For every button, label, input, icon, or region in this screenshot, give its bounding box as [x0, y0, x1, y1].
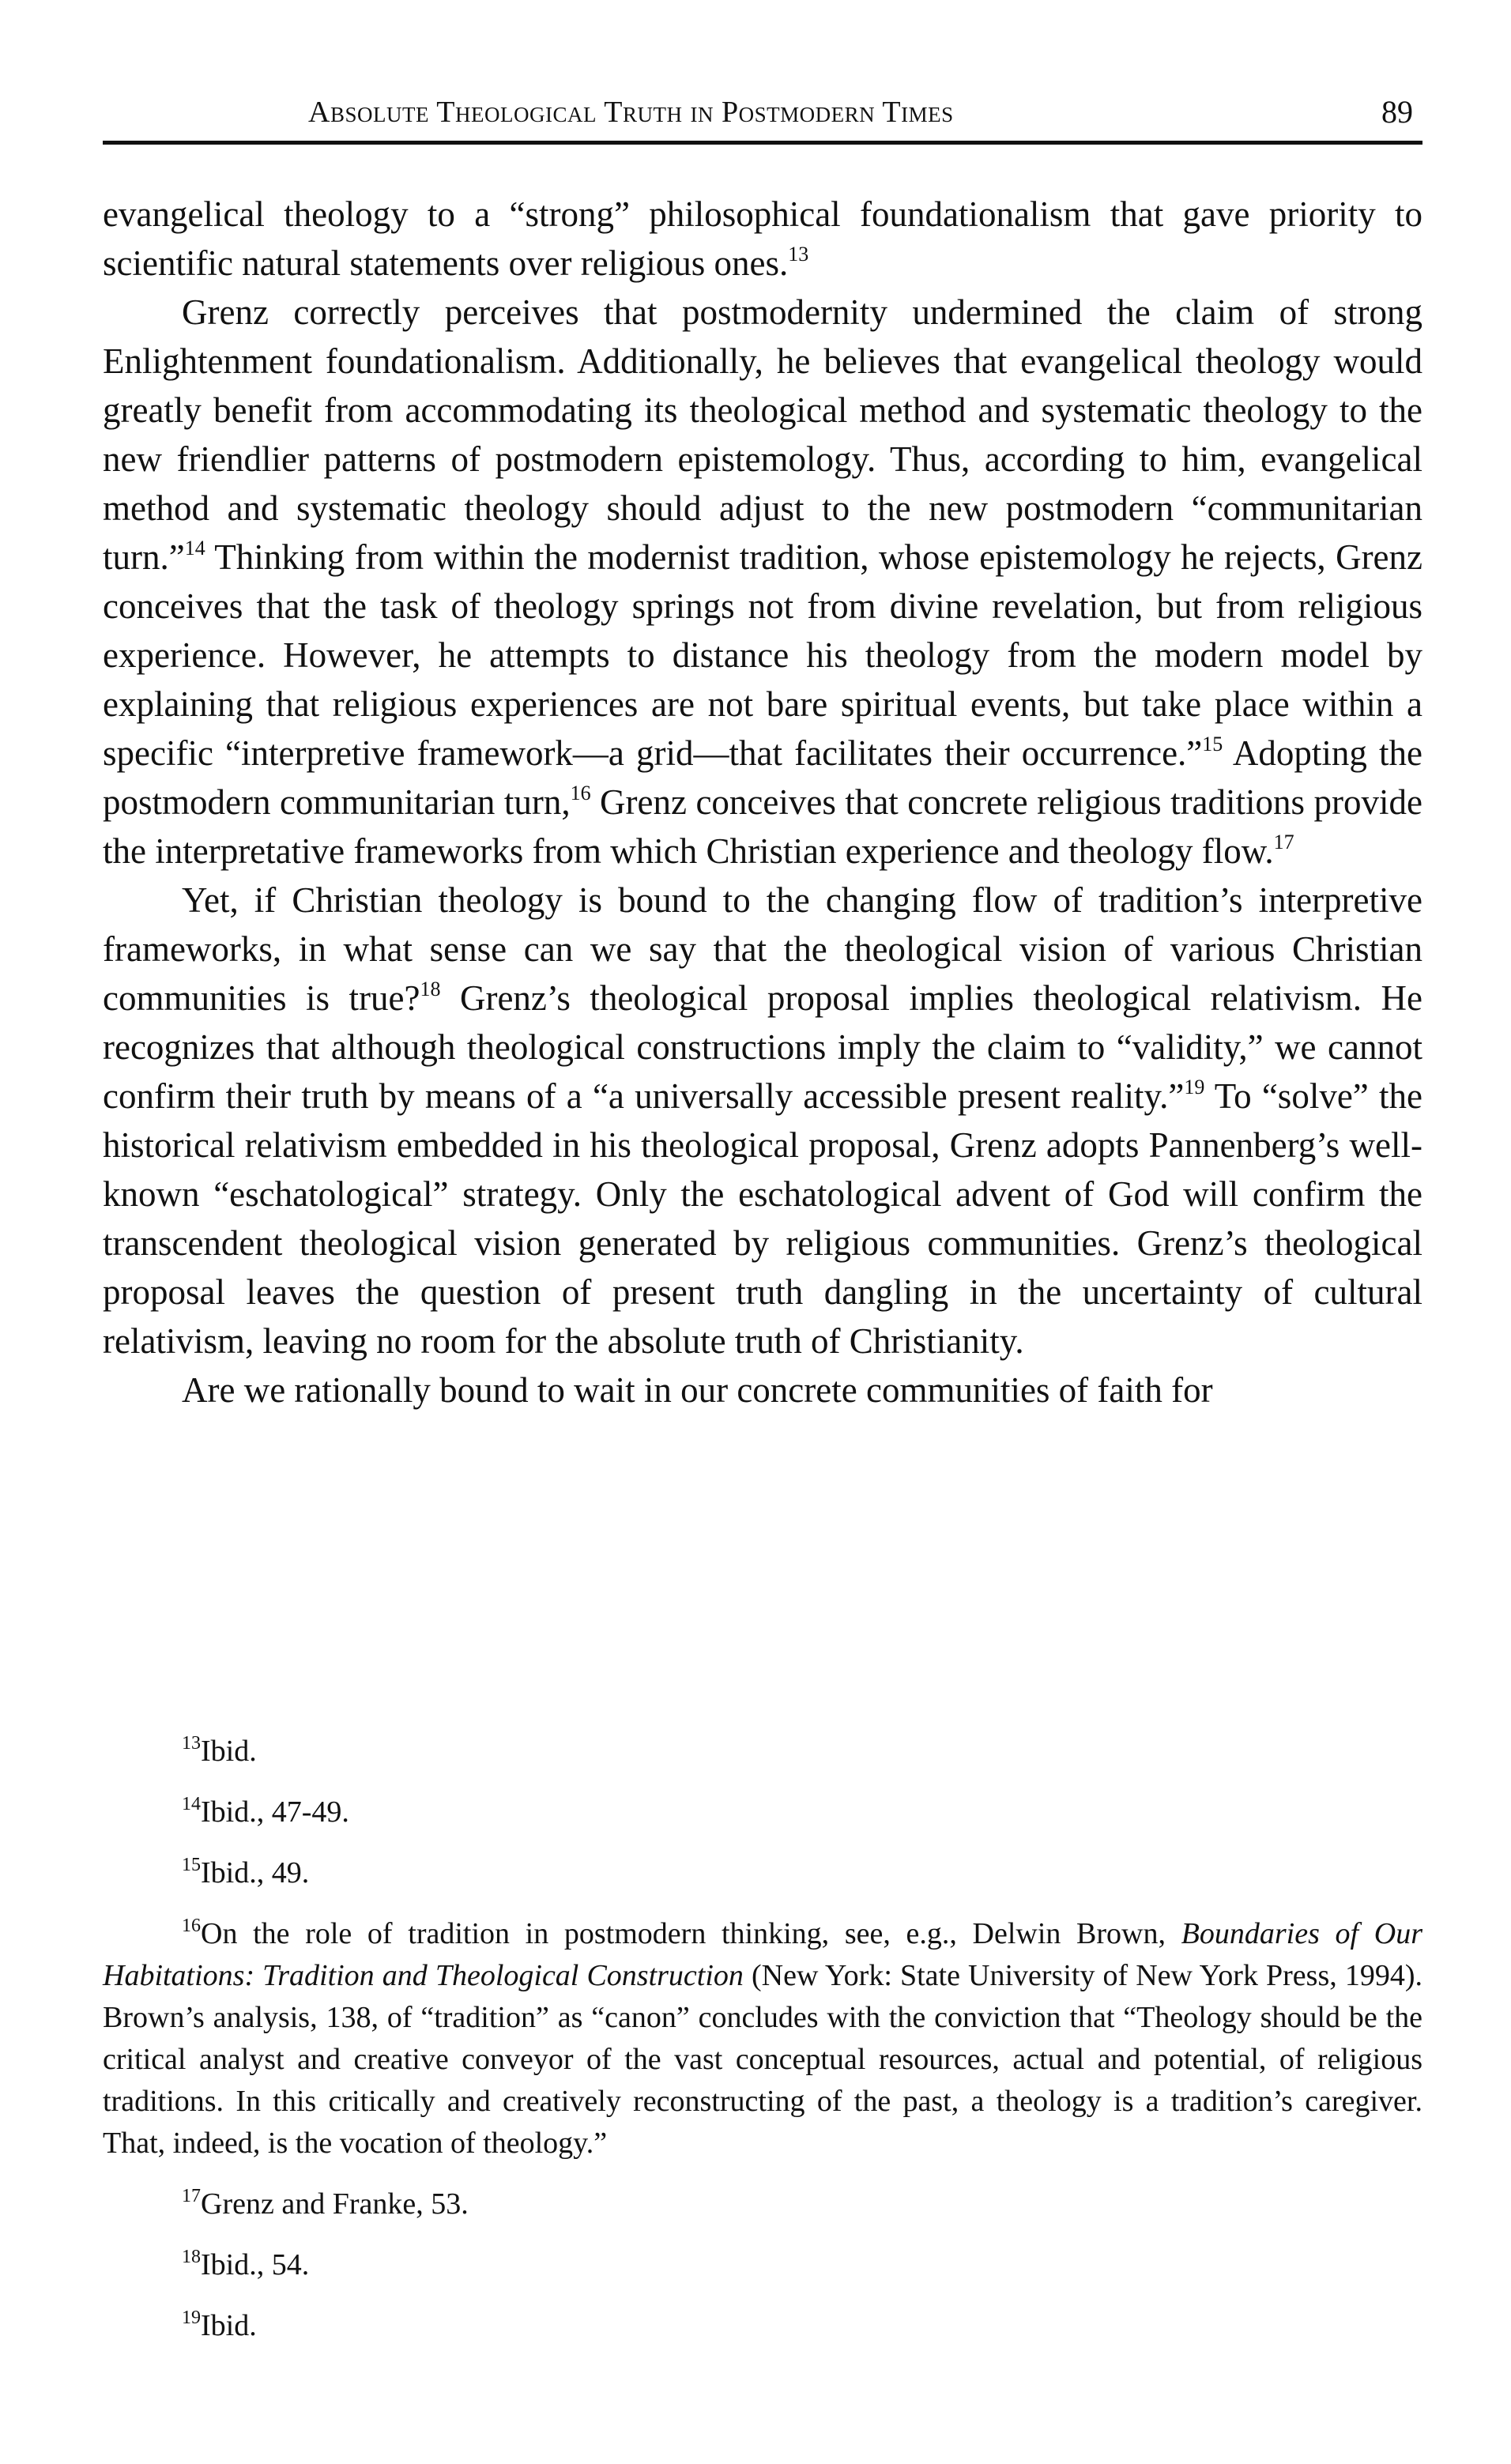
footnote-ref-17[interactable]: 17 — [1273, 831, 1294, 853]
footnote-ref-15[interactable]: 15 — [1202, 733, 1223, 755]
book-title: Boundaries of Our Habitations: Tradition and Theological Construction — [103, 1917, 1422, 1992]
running-title: Absolute Theological Truth in Postmodern Times — [308, 96, 954, 129]
page-number: 89 — [1381, 94, 1413, 130]
footnote-19: $^{19}$Ibid. — [182, 2308, 257, 2342]
footnote-18: $^{18}$Ibid., 54. — [182, 2247, 310, 2281]
footnote-17: $^{17}$Grenz and Franke, 53. — [182, 2186, 469, 2221]
footnote-16: $^{16}$On the role of tradition in postmodern thinking, see, e.g., Delwin Brown, Boundaries of Our Habitations: Tradition and Theological Construction (New York: State University of New York Press, 1994). Brown’s analysis, 138, of “tradition” as “canon” concludes with the conviction that “Theology should be the critical analyst and creative conveyor of the vast conceptual resources, actual and potential, of religious traditions. In this critically and creatively reconstructing of the past, a theology is a tradition’s caregiver. That, indeed, is the vocation of theology.” — [103, 1916, 1422, 2160]
footnote-ref-19[interactable]: 19 — [1184, 1076, 1205, 1098]
paragraph-3: Yet, if Christian theology is bound to the changing flow of tradition’s interpretive frameworks, in what sense can we say that the theological vision of various Christian communities is true?$^{18}$ Grenz’s theological proposal implies theological relativism. He recognizes that although theological constructions imply the claim to “validity,” we cannot confirm their truth by means of a “a universally accessible present reality.”$^{19}$ To “solve” the historical relativism embedded in his theological proposal, Grenz adopts Pannenberg’s well-known “eschatological” strategy. Only the eschatological advent of God will confirm the transcendent theological vision generated by religious communities. Grenz’s theological proposal leaves the question of present truth dangling in the uncertainty of cultural relativism, leaving no room for the absolute truth of Christianity. — [103, 880, 1422, 1361]
footnote-15: $^{15}$Ibid., 49. — [182, 1855, 310, 1889]
footnotes — [103, 1731, 1422, 2366]
footnote-14: $^{14}$Ibid., 47-49. — [182, 1794, 349, 1829]
paragraph-4: Are we rationally bound to wait in our concrete communities of faith for — [182, 1370, 1213, 1410]
body-text — [103, 190, 1422, 1415]
footnote-ref-16[interactable]: 16 — [570, 782, 591, 804]
footnote-ref-13[interactable]: 13 — [788, 243, 809, 266]
footnote-ref-18[interactable]: 18 — [420, 978, 441, 1000]
paragraph-2: Grenz correctly perceives that postmodernity undermined the claim of strong Enlightenment foundationalism. Additionally, he believes that evangelical theology would greatly benefit from accommodating its theological method and systematic theology to the new friendlier patterns of postmodern epistemology. Thus, according to him, evangelical method and systematic theology should adjust to the new postmodern “communitarian turn.”$^{14}$ Thinking from within the modernist tradition, whose epistemology he rejects, Grenz conceives that the task of theology springs not from divine revelation, but from religious experience. However, he attempts to distance his theology from the modern model by explaining that religious experiences are not bare spiritual events, but take place within a specific “interpretive framework—a grid—that facilitates their occurrence.”$^{15}$ Adopting the postmodern communitarian turn,$^{16}$ Grenz conceives that concrete religious traditions provide the interpretative frameworks from which Christian experience and theology flow.$^{17}$ — [103, 292, 1422, 871]
paragraph-1: evangelical theology to a “strong” philosophical foundationalism that gave priority to scientific natural statements over religious ones.$^{13}$ — [103, 194, 1422, 283]
page-header — [103, 89, 1422, 145]
footnote-13: $^{13}$Ibid. — [182, 1733, 257, 1768]
footnote-ref-14[interactable]: 14 — [184, 537, 205, 559]
